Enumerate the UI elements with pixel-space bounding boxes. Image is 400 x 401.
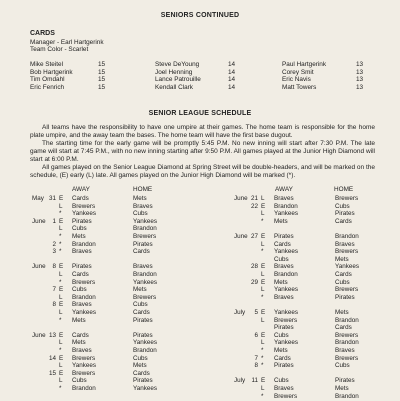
- home-team: Mets: [335, 255, 349, 263]
- player-name: Kendall Clark: [155, 83, 194, 91]
- player-age: 15: [98, 61, 106, 68]
- slot: E: [261, 278, 266, 286]
- slot: E: [59, 301, 64, 309]
- away-team: Brewers: [274, 392, 298, 400]
- home-team: Mets: [335, 385, 349, 392]
- away-team: Pirates: [72, 217, 92, 225]
- away-team: Mets: [72, 233, 86, 240]
- day: 6: [254, 331, 258, 339]
- home-team: Pirates: [133, 240, 153, 248]
- away-team: Braves: [274, 195, 294, 202]
- away-team: Cubs: [72, 377, 87, 385]
- away-team: Cards: [72, 271, 89, 278]
- slot: L: [261, 210, 265, 218]
- slot: *: [59, 248, 62, 256]
- away-team: Pirates: [274, 233, 294, 240]
- home-header: HOME: [334, 186, 354, 193]
- day: 11: [251, 377, 258, 385]
- home-team: Pirates: [133, 316, 153, 324]
- player-age: 13: [356, 68, 364, 76]
- day: 7: [254, 354, 258, 362]
- away-team: Brandon: [274, 202, 298, 210]
- home-team: Braves: [133, 263, 153, 271]
- home-team: Mets: [133, 195, 147, 202]
- slot: *: [261, 293, 264, 301]
- player-age: 15: [98, 83, 106, 91]
- slot: *: [261, 354, 264, 362]
- home-team: Brandon: [133, 271, 157, 278]
- home-team: Brewers: [335, 286, 359, 294]
- home-team: Brewers: [133, 293, 157, 301]
- home-team: Brandon: [335, 339, 359, 347]
- away-team: Brewers: [72, 369, 96, 377]
- month: July: [234, 377, 246, 385]
- slot: E: [59, 263, 64, 271]
- day: 8: [52, 263, 56, 271]
- day: 13: [48, 331, 56, 339]
- away-team: Cubs: [72, 286, 87, 294]
- away-team: Brandon: [72, 385, 96, 392]
- away-team: Brewers: [72, 202, 96, 210]
- player-age: 14: [228, 61, 236, 68]
- month: July: [234, 309, 246, 316]
- away-header: AWAY: [275, 186, 293, 193]
- slot: E: [261, 202, 266, 210]
- player-name: Paul Hartgerink: [282, 61, 327, 68]
- home-team: Cubs: [133, 301, 148, 309]
- day: 31: [48, 195, 56, 202]
- slot: L: [261, 339, 265, 347]
- home-team: Braves: [335, 347, 355, 354]
- player-name: Steve DeYoung: [155, 61, 200, 68]
- slot: L: [59, 271, 63, 278]
- player-age: 14: [228, 83, 236, 91]
- player-age: 14: [228, 68, 236, 76]
- away-team: Mets: [72, 316, 86, 324]
- home-team: Cards: [133, 309, 150, 316]
- player-name: Lance Patrouille: [155, 76, 201, 83]
- home-team: Brandon: [335, 316, 359, 324]
- month: June: [32, 217, 46, 225]
- home-team: Cubs: [335, 202, 350, 210]
- home-team: Braves: [335, 240, 355, 248]
- slot: E: [261, 377, 266, 385]
- home-team: Brandon: [133, 347, 157, 354]
- slot: *: [59, 233, 62, 240]
- home-team: Brewers: [335, 354, 359, 362]
- away-team: Brandon: [72, 293, 96, 301]
- away-team: Yankees: [274, 339, 299, 347]
- slot: E: [59, 217, 64, 225]
- home-team: Pirates: [335, 377, 355, 385]
- slot: *: [59, 210, 62, 218]
- cards-heading: CARDS: [30, 30, 55, 37]
- home-team: Yankees: [133, 339, 158, 347]
- slot: E: [261, 233, 266, 240]
- slot: E: [261, 309, 266, 316]
- home-team: Brandon: [133, 225, 157, 233]
- home-team: Yankees: [133, 385, 158, 392]
- player-age: 14: [228, 76, 236, 83]
- slot: *: [261, 347, 264, 354]
- away-team: Braves: [72, 301, 92, 309]
- slot: *: [59, 347, 62, 354]
- away-team: Pirates: [274, 324, 294, 332]
- player-name: Joel Henning: [155, 68, 193, 76]
- away-team: Pirates: [72, 263, 92, 271]
- home-team: Brewers: [335, 248, 359, 256]
- away-team: Cards: [274, 354, 291, 362]
- away-team: Cubs: [274, 331, 289, 339]
- away-team: Cubs: [274, 255, 289, 263]
- schedule-paragraph: All games played on the Senior League Diamond at Spring Street will be double-headers, and will be marked on the schedule, (E) early (L) late. All games played on the Junior High Diamond will be marked (*).: [30, 164, 375, 179]
- home-team: Yankees: [133, 278, 158, 286]
- slot: *: [59, 385, 62, 392]
- schedule-paragraph: The starting time for the early game will be promptly 5:45 P.M. No new inning will start after 7:30 P.M. The late game will start at 7:45 P.M., with no new inning starting after 9:50 P.M. All games played at the Junior High Diamond will start at 6:00 P.M.: [30, 140, 375, 163]
- home-team: Pirates: [133, 331, 153, 339]
- away-team: Cubs: [274, 377, 289, 385]
- home-team: Cubs: [335, 362, 350, 370]
- player-age: 13: [356, 83, 364, 91]
- away-team: Pirates: [274, 362, 294, 370]
- home-team: Mets: [133, 286, 147, 294]
- slot: *: [261, 362, 264, 370]
- slot: E: [59, 286, 64, 294]
- slot: L: [261, 316, 265, 324]
- schedule-row: [234, 393, 394, 401]
- slot: L: [261, 271, 265, 278]
- day: 8: [254, 362, 258, 370]
- slot: E: [59, 354, 64, 362]
- page-title: SENIORS CONTINUED: [160, 12, 240, 19]
- away-team: Yankees: [274, 309, 299, 316]
- schedule-row: [32, 385, 192, 393]
- away-header: AWAY: [72, 186, 90, 193]
- day: 5: [254, 309, 258, 316]
- away-team: Yankees: [72, 362, 97, 370]
- away-team: Braves: [72, 248, 92, 256]
- player-name: Corey Smit: [282, 68, 314, 76]
- player-name: Tim Omdahl: [30, 76, 65, 83]
- player-name: Mike Steitel: [30, 61, 64, 68]
- day: 14: [48, 354, 56, 362]
- slot: *: [59, 278, 62, 286]
- home-team: Cards: [335, 271, 352, 278]
- away-team: Brandon: [72, 240, 96, 248]
- home-team: Pirates: [335, 210, 355, 218]
- home-header: HOME: [133, 186, 153, 193]
- slot: *: [261, 248, 264, 256]
- month: June: [32, 331, 46, 339]
- home-team: Yankees: [335, 263, 360, 271]
- home-team: Brewers: [335, 331, 359, 339]
- slot: E: [261, 331, 266, 339]
- home-team: Mets: [335, 309, 349, 316]
- day: 27: [250, 233, 258, 240]
- away-team: Braves: [274, 385, 294, 392]
- away-team: Yankees: [274, 210, 299, 218]
- day: 7: [52, 286, 56, 294]
- slot: L: [59, 377, 63, 385]
- day: 1: [52, 217, 56, 225]
- day: 21: [250, 195, 258, 202]
- player-name: Eric Fenrich: [30, 83, 65, 91]
- slot: L: [59, 362, 63, 370]
- month: June: [234, 195, 248, 202]
- cards-manager: Manager - Earl Hartgerink: [30, 39, 104, 46]
- away-team: Cards: [72, 331, 89, 339]
- slot: E: [59, 195, 64, 202]
- player-name: Matt Towers: [282, 83, 317, 91]
- cards-team-color: Team Color - Scarlet: [30, 46, 89, 53]
- month: May: [32, 195, 44, 202]
- slot: *: [261, 217, 264, 225]
- home-team: Cards: [133, 369, 150, 377]
- home-team: Brewers: [133, 233, 157, 240]
- day: 2: [52, 240, 56, 248]
- slot: *: [261, 392, 264, 400]
- home-team: Brandon: [335, 233, 359, 240]
- away-team: Mets: [72, 339, 86, 347]
- away-team: Braves: [274, 263, 294, 271]
- month: June: [32, 263, 46, 271]
- away-team: Brewers: [274, 316, 298, 324]
- home-team: Cards: [335, 217, 352, 225]
- home-team: Cards: [133, 248, 150, 256]
- away-team: Mets: [274, 347, 288, 354]
- home-team: Cubs: [335, 278, 350, 286]
- player-age: 15: [98, 68, 106, 76]
- slot: L: [261, 385, 265, 392]
- away-team: Cards: [274, 240, 291, 248]
- away-team: Braves: [274, 293, 294, 301]
- slot: L: [59, 309, 63, 316]
- slot: L: [59, 339, 63, 347]
- slot: L: [261, 195, 265, 202]
- player-name: Bob Hartgerink: [30, 68, 73, 76]
- away-team: Yankees: [274, 286, 299, 294]
- away-team: Braves: [72, 347, 92, 354]
- player-age: 13: [356, 61, 364, 68]
- slot: L: [261, 286, 265, 294]
- away-team: Cubs: [72, 225, 87, 233]
- away-team: Brewers: [72, 278, 96, 286]
- away-team: Yankees: [72, 210, 97, 218]
- day: 22: [250, 202, 258, 210]
- slot: E: [59, 331, 64, 339]
- day: 28: [250, 263, 258, 271]
- month: June: [234, 233, 248, 240]
- away-team: Cards: [72, 195, 89, 202]
- player-name: Eric Navis: [282, 76, 311, 83]
- home-team: Braves: [133, 202, 153, 210]
- home-team: Brewers: [335, 195, 359, 202]
- slot: E: [59, 369, 64, 377]
- home-team: Cubs: [133, 354, 148, 362]
- slot: L: [59, 225, 63, 233]
- slot: *: [59, 240, 62, 248]
- home-team: Cubs: [133, 210, 148, 218]
- home-team: Mets: [133, 362, 147, 370]
- away-team: Brewers: [72, 354, 96, 362]
- home-team: Brandon: [335, 392, 359, 400]
- schedule-paragraph: All teams have the responsibility to have one umpire at their games. The home team is responsible for the home plate umpire, and the away team the bases. The home team will have the first base dugout.: [30, 124, 375, 139]
- away-team: Brandon: [274, 271, 298, 278]
- slot: E: [261, 263, 266, 271]
- away-team: Mets: [274, 278, 288, 286]
- day: 29: [250, 278, 258, 286]
- home-team: Pirates: [335, 293, 355, 301]
- home-team: Cards: [335, 324, 352, 332]
- player-age: 15: [98, 76, 106, 83]
- home-team: Pirates: [133, 377, 153, 385]
- day: 15: [48, 369, 56, 377]
- away-team: Yankees: [274, 248, 299, 256]
- slot: L: [59, 293, 63, 301]
- day: 3: [52, 248, 56, 256]
- slot: *: [59, 316, 62, 324]
- player-age: 13: [356, 76, 364, 83]
- slot: L: [261, 240, 265, 248]
- away-team: Yankees: [72, 309, 97, 316]
- away-team: Mets: [274, 217, 288, 225]
- day: 8: [52, 301, 56, 309]
- schedule-title: SENIOR LEAGUE SCHEDULE: [148, 110, 252, 117]
- slot: L: [59, 202, 63, 210]
- home-team: Yankees: [133, 217, 158, 225]
